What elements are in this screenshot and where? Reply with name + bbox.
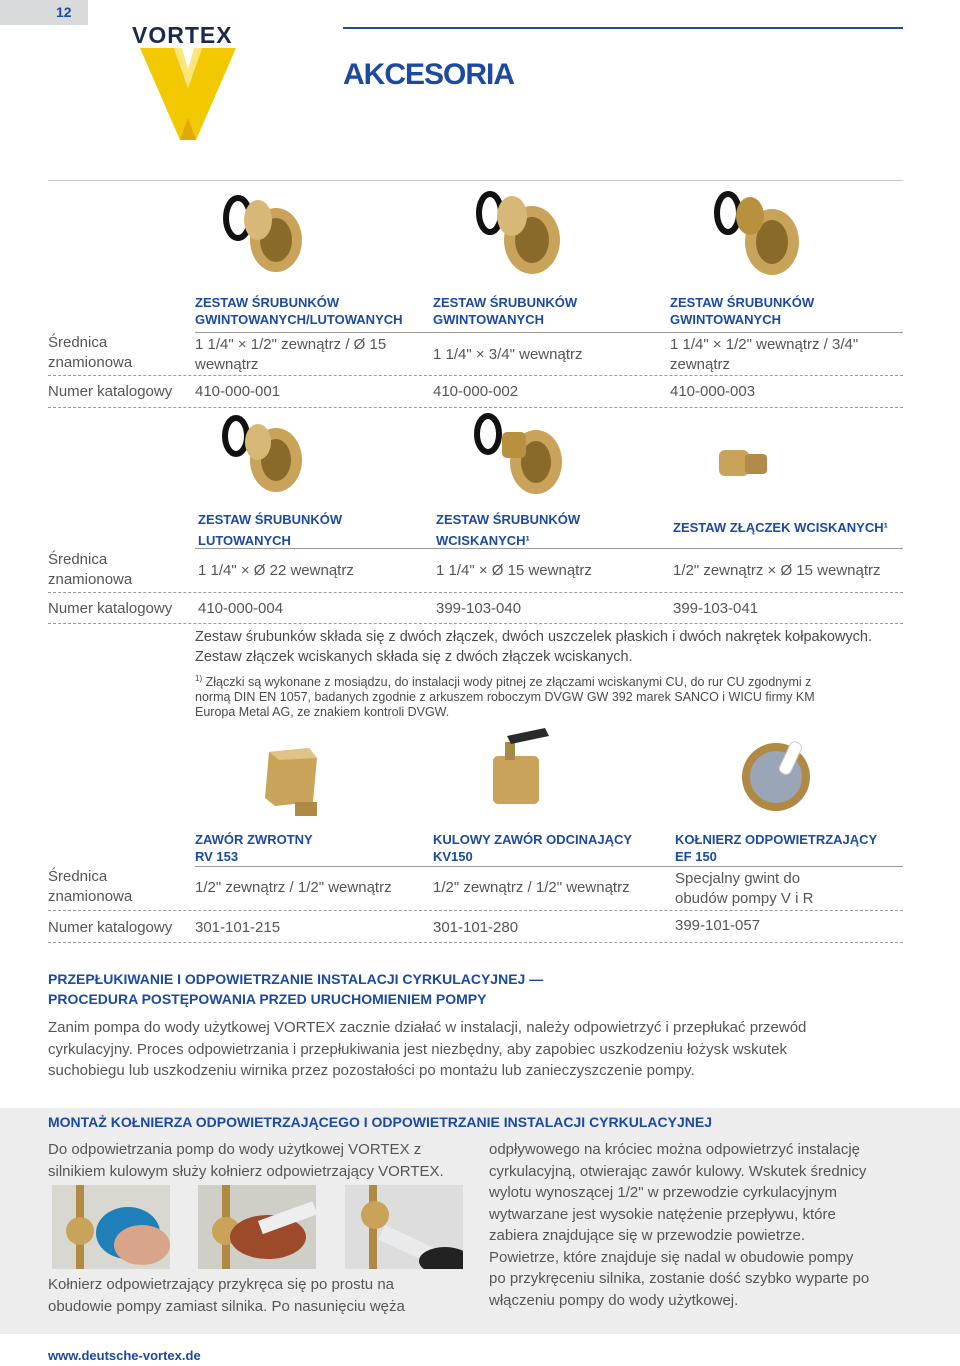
diameter-label: Średnica znamionowa xyxy=(48,334,133,371)
catalog-label: Numer katalogowy xyxy=(48,600,173,617)
product-image-410-000-002 xyxy=(470,188,570,283)
diameter-value: 1/2" zewnątrz / 1/2" wewnątrz xyxy=(433,879,630,896)
product-image-399-103-041 xyxy=(715,440,775,490)
brand-logo-mark xyxy=(140,48,236,144)
intro-paragraph: Zanim pompa do wody użytkowej VORTEX zacznie działać w instalacji, należy odpowietrzyć i przepłukać przewód cyrkulacyjny. Proces odpowietrzania i przepłukiwania jest niezbędny, aby zapobiec uszkodzeniu łożysk wskutek suchobiegu lub uszkodzeniu wirnika przez pozostałości po montażu lub zanieczyszczenie pompy. xyxy=(48,1019,807,1079)
dashed-rule xyxy=(48,592,903,593)
product-image-410-000-001 xyxy=(218,190,308,280)
product-image-399-103-040 xyxy=(470,410,570,500)
product-image-301-101-215 xyxy=(255,742,335,827)
catalog-number: 410-000-003 xyxy=(670,383,756,400)
header-rule xyxy=(343,27,903,29)
section-heading: PRZEPŁUKIWANIE I ODPOWIETRZANIE INSTALACJI CYRKULACYJNEJ — PROCEDURA POSTĘPOWANIA PRZED URUCHOMIENIEM POMPY xyxy=(48,971,544,1007)
diameter-value: 1 1/4" × 1/2" wewnątrz / 3/4" zewnątrz xyxy=(670,336,859,373)
diameter-value: Specjalny gwint do obudów pompy V i R xyxy=(675,870,814,907)
diameter-value: 1 1/4" × 1/2" zewnątrz / Ø 15 wewnątrz xyxy=(195,336,387,373)
diameter-value: 1 1/4" × Ø 22 wewnątrz xyxy=(198,562,354,579)
dashed-rule xyxy=(48,375,903,376)
table-rule xyxy=(195,866,903,867)
product-image-301-101-280 xyxy=(485,728,555,808)
catalog-number: 301-101-280 xyxy=(433,919,519,936)
product-title: ZESTAW ŚRUBUNKÓW GWINTOWANYCH xyxy=(433,295,578,327)
photo-step-2 xyxy=(198,1185,316,1269)
product-image-410-000-003 xyxy=(708,188,808,283)
page-number-box xyxy=(0,0,88,25)
brand-logo-text: VORTEX xyxy=(132,22,233,48)
diameter-label: Średnica znamionowa xyxy=(48,868,133,905)
photo-step-3 xyxy=(345,1185,463,1269)
dashed-rule xyxy=(48,623,903,624)
note-line: Zestaw złączek wciskanych składa się z dwóch złączek wciskanych. xyxy=(195,649,633,665)
catalog-number: 410-000-004 xyxy=(198,600,284,617)
section-title: AKCESORIA xyxy=(343,58,515,91)
catalog-number: 399-101-057 xyxy=(675,917,761,934)
diameter-label: Średnica znamionowa xyxy=(48,551,133,588)
product-image-410-000-004 xyxy=(218,412,308,497)
footer-link[interactable]: www.deutsche-vortex.de xyxy=(48,1348,201,1363)
catalog-label: Numer katalogowy xyxy=(48,919,173,936)
dashed-rule xyxy=(48,910,903,911)
catalog-number: 399-103-040 xyxy=(436,600,522,617)
note-line: Zestaw śrubunków składa się z dwóch złączek, dwóch uszczelek płaskich i dwóch nakrętek kołpakowych. xyxy=(195,629,872,645)
divider xyxy=(48,180,903,181)
product-title: ZESTAW ŚRUBUNKÓW LUTOWANYCH xyxy=(198,512,343,548)
product-title: ZAWÓR ZWROTNY RV 153 xyxy=(195,832,313,864)
catalog-number: 399-103-041 xyxy=(673,600,759,617)
product-title: KOŁNIERZ ODPOWIETRZAJĄCY EF 150 xyxy=(675,832,878,864)
diameter-value: 1/2" zewnątrz / 1/2" wewnątrz xyxy=(195,879,392,896)
catalog-label: Numer katalogowy xyxy=(48,383,173,400)
catalog-number: 410-000-001 xyxy=(195,383,281,400)
diameter-value: 1/2" zewnątrz × Ø 15 wewnątrz xyxy=(673,562,881,579)
catalog-number: 301-101-215 xyxy=(195,919,281,936)
diameter-value: 1 1/4" × Ø 15 wewnątrz xyxy=(436,562,592,579)
product-image-399-101-057 xyxy=(738,735,818,815)
dashed-rule xyxy=(48,942,903,943)
table-rule xyxy=(195,332,903,333)
product-title: ZESTAW ŚRUBUNKÓW GWINTOWANYCH xyxy=(670,295,815,327)
panel-heading: MONTAŻ KOŁNIERZA ODPOWIETRZAJĄCEGO I ODPOWIETRZANIE INSTALACJI CYRKULACYJNEJ xyxy=(48,1114,712,1130)
table-rule xyxy=(195,548,903,549)
footnote: $^{1)}$ Złączki są wykonane z mosiądzu, do instalacji wody pitnej ze złączami wciskanymi CU, do rur CU zgodnymi z normą DIN EN 1057, badanych zgodnie z arkuszem roboczym DVGW GW 392 marek SANCO i WICU firmy KM Europa Metal AG, ze znakiem kontroli DVGW. xyxy=(195,674,815,720)
catalog-number: 410-000-002 xyxy=(433,383,519,400)
diameter-value: 1 1/4" × 3/4" wewnątrz xyxy=(433,346,583,363)
dashed-rule xyxy=(48,407,903,408)
product-title: ZESTAW ŚRUBUNKÓW WCISKANYCH¹ xyxy=(436,512,581,548)
panel-left-text: Do odpowietrzania pomp do wody użytkowej VORTEX z silnikiem kulowym służy kołnierz odpowietrzający VORTEX. xyxy=(48,1141,444,1180)
panel-left-bottom-text: Kołnierz odpowietrzający przykręca się po prostu na obudowie pompy zamiast silnika. Po nasunięciu węża xyxy=(48,1276,405,1315)
product-title: ZESTAW ŚRUBUNKÓW GWINTOWANYCH/LUTOWANYCH xyxy=(195,295,403,327)
product-title: KULOWY ZAWÓR ODCINAJĄCY KV150 xyxy=(433,832,633,864)
panel-right-text: odpływowego na króciec można odpowietrzyć instalację cyrkulacyjną, otwierając zawór kulowy. Wskutek średnicy wylotu wynoszącej 1/2" w przewodzie cyrkulacyjnym wytwarzane jest wysokie natężenie przepływu, które zabiera znajdujące się w przewodzie powietrze. Powietrze, które znajduje się nadal w obudowie pompy po przykręceniu silnika, zostanie dość szybko wyparte po włączeniu pompy do wody użytkowej. xyxy=(489,1141,870,1309)
product-title: ZESTAW ZŁĄCZEK WCISKANYCH¹ xyxy=(673,520,888,535)
page-number: 12 xyxy=(56,4,72,20)
photo-step-1 xyxy=(52,1185,170,1269)
